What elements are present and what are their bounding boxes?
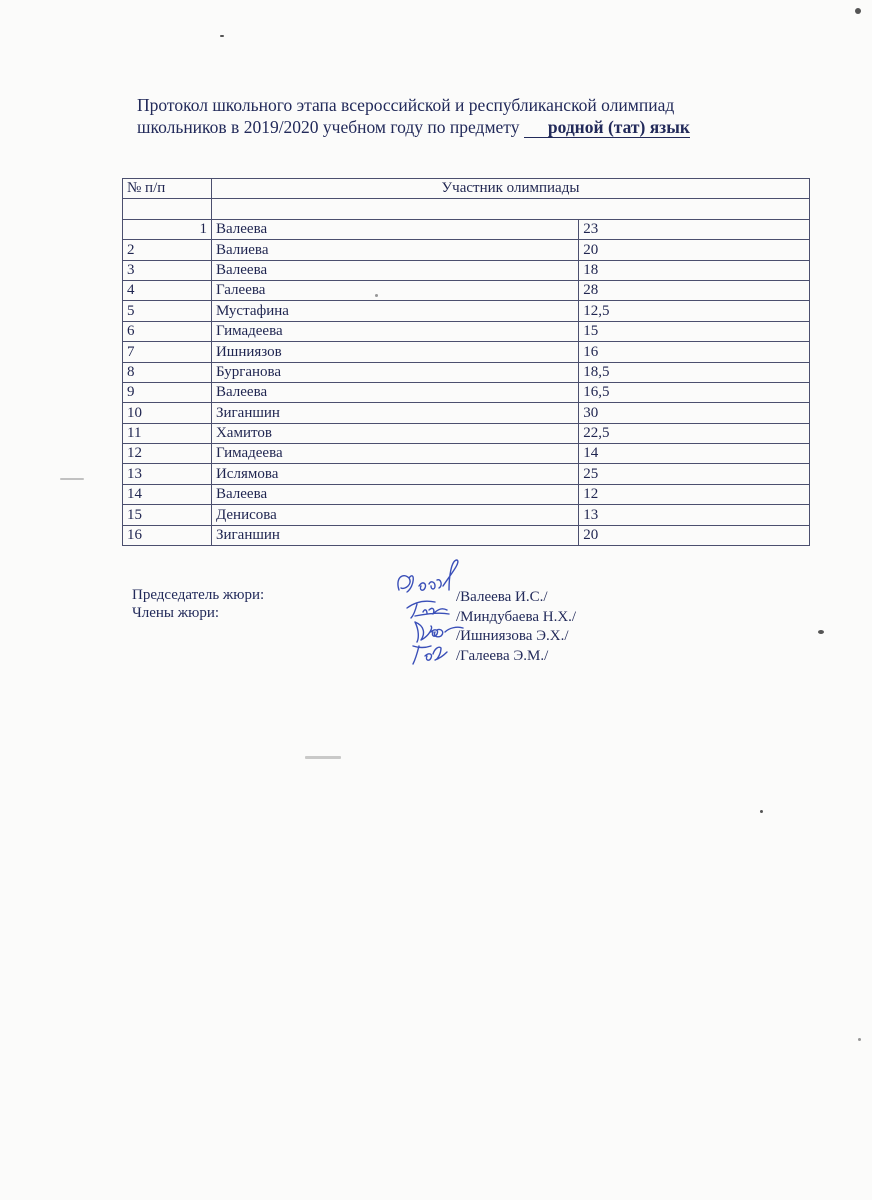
participant-score: 13 [579,505,810,525]
table-row [123,321,810,341]
jury-members-label: Члены жюри: [132,605,220,621]
participant-score: 28 [579,280,810,300]
participant-name: Хамитов [211,423,578,443]
table-row [123,301,810,321]
scan-speck [858,1038,861,1041]
title-line-1: Протокол школьного этапа всероссийской и республиканской олимпиад [137,95,675,115]
participant-score: 30 [579,403,810,423]
participant-name: Валиева [211,240,578,260]
participant-name: Валеева [211,484,578,504]
scan-speck [220,35,224,37]
table-row [123,464,810,484]
header-number: № п/п [123,179,212,199]
protocol-title [137,94,797,138]
participant-name: Зиганшин [211,525,578,545]
table-body [123,219,810,545]
scan-speck [855,8,861,14]
jury-chair-label: Председатель жюри: [132,587,265,603]
participant-score: 20 [579,525,810,545]
participant-name: Бурганова [211,362,578,382]
table-row [123,260,810,280]
row-number: 8 [123,362,212,382]
table-row [123,342,810,362]
participant-name: Галеева [211,280,578,300]
scan-speck [760,810,763,813]
table-row [123,382,810,402]
row-number: 3 [123,260,212,280]
row-number: 12 [123,444,212,464]
jury-labels [132,586,264,622]
table-row [123,362,810,382]
jury-member: /Миндубаева Н.Х./ [456,608,577,625]
participant-name: Гимадеева [211,444,578,464]
participant-score: 18 [579,260,810,280]
scan-speck [60,478,84,480]
row-number: 7 [123,342,212,362]
participant-score: 15 [579,321,810,341]
participant-score: 25 [579,464,810,484]
jury-member: /Галеева Э.М./ [456,647,549,664]
row-number: 14 [123,484,212,504]
table-row [123,240,810,260]
table-header-row [123,179,810,199]
row-number: 6 [123,321,212,341]
participant-name: Мустафина [211,301,578,321]
scan-speck [375,294,378,297]
spacer-cell [123,199,212,219]
participant-name: Ишниязов [211,342,578,362]
table-row [123,525,810,545]
table-row [123,505,810,525]
row-number: 10 [123,403,212,423]
participant-score: 12 [579,484,810,504]
participant-name: Валеева [211,219,578,239]
participant-name: Валеева [211,260,578,280]
participant-score: 16,5 [579,382,810,402]
title-line-2-prefix: школьников в 2019/2020 учебном году по предмету [137,117,520,137]
row-number: 2 [123,240,212,260]
results-table [122,178,810,546]
row-number: 15 [123,505,212,525]
row-number: 4 [123,280,212,300]
participant-score: 23 [579,219,810,239]
participant-score: 16 [579,342,810,362]
scan-speck [818,630,824,634]
row-number: 16 [123,525,212,545]
jury-member: /Ишниязова Э.Х./ [456,628,569,644]
jury-members-list [456,588,576,666]
jury-member: /Валеева И.С./ [456,589,548,605]
participant-score: 20 [579,240,810,260]
participant-name: Ислямова [211,464,578,484]
table-row [123,423,810,443]
subject-name: родной (тат) язык [524,118,690,138]
participant-name: Валеева [211,382,578,402]
participant-score: 22,5 [579,423,810,443]
title-line-2 [137,116,797,138]
table-row [123,484,810,504]
table-row [123,403,810,423]
row-number: 1 [123,219,212,239]
participant-score: 14 [579,444,810,464]
header-participant: Участник олимпиады [211,179,809,199]
spacer-cell [211,199,809,219]
table-row [123,280,810,300]
scan-speck [305,756,341,759]
table-row [123,444,810,464]
table-spacer-row [123,199,810,219]
participant-score: 18,5 [579,362,810,382]
table-row [123,219,810,239]
participant-name: Зиганшин [211,403,578,423]
participant-name: Денисова [211,505,578,525]
row-number: 11 [123,423,212,443]
participant-name: Гимадеева [211,321,578,341]
participant-score: 12,5 [579,301,810,321]
row-number: 5 [123,301,212,321]
row-number: 9 [123,382,212,402]
row-number: 13 [123,464,212,484]
